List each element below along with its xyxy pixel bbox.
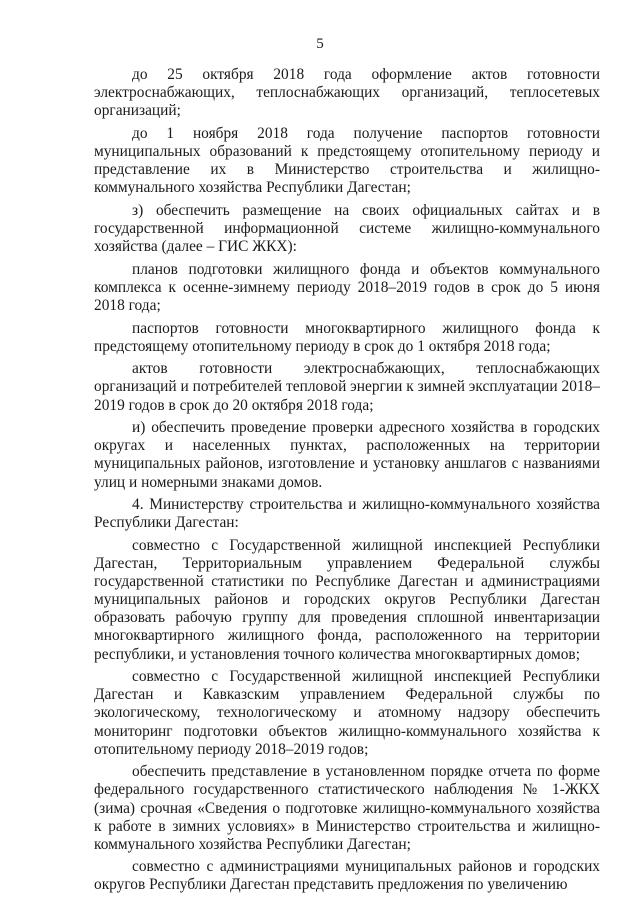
paragraph: совместно с Государственной жилищной инспекцией Республики Дагестан, Территориальным управлением Федеральной службы государственной статистики по Республике Дагестан и администрациями муниципальных районов и городских округов Республики Дагестан образовать рабочую группу для проведения сплошной инвентаризации многоквартирного жилищного фонда, расположенного на территории республики, и установления точного количества многоквартирных домов; [94, 537, 600, 663]
paragraph: совместно с администрациями муниципальных районов и городских округов Республики Дагестан представить предложения по увеличению [94, 858, 600, 894]
document-body [94, 66, 600, 899]
paragraph: 4. Министерству строительства и жилищно-коммунального хозяйства Республики Дагестан: [94, 496, 600, 532]
paragraph: до 1 ноября 2018 года получение паспортов готовности муниципальных образований к предстоящему отопительному периоду и представление их в Министерство строительства и жилищно-коммунального хозяйства Республики Дагестан; [94, 124, 600, 197]
paragraph: планов подготовки жилищного фонда и объектов коммунального комплекса к осенне-зимнему периоду 2018–2019 годов в срок до 5 июня 2018 года; [94, 260, 600, 314]
paragraph: паспортов готовности многоквартирного жилищного фонда к предстоящему отопительному периоду в срок до 1 октября 2018 года; [94, 319, 600, 355]
paragraph: и) обеспечить проведение проверки адресного хозяйства в городских округах и населенных пунктах, расположенных на территории муниципальных районов, изготовление и установку аншлагов с названиями улиц и номерными знаками домов. [94, 419, 600, 491]
paragraph: з) обеспечить размещение на своих официальных сайтах и в государственной информационной системе жилищно-коммунального хозяйства (далее – ГИС ЖКХ): [94, 201, 600, 256]
page-number: 5 [316, 36, 324, 52]
paragraph: обеспечить представление в установленном порядке отчета по форме федерального государственного статистического наблюдения № 1-ЖКХ (зима) срочная «Сведения о подготовке жилищно-коммунального хозяйства к работе в зимних условиях» в Министерство строительства и жилищно-коммунального хозяйства Республики Дагестан; [94, 763, 600, 853]
paragraph: совместно с Государственной жилищной инспекцией Республики Дагестан и Кавказским управлением Федеральной службы по экологическому, технологическому и атомному надзору обеспечить мониторинг подготовки объектов жилищно-коммунального хозяйства к отопительному периоду 2018–2019 годов; [94, 668, 600, 758]
paragraph: актов готовности электроснабжающих, теплоснабжающих организаций и потребителей тепловой энергии к зимней эксплуатации 2018–2019 годов в срок до 20 октября 2018 года; [94, 360, 600, 414]
paragraph: до 25 октября 2018 года оформление актов готовности электроснабжающих, теплоснабжающих организаций, теплосетевых организаций; [94, 66, 600, 120]
